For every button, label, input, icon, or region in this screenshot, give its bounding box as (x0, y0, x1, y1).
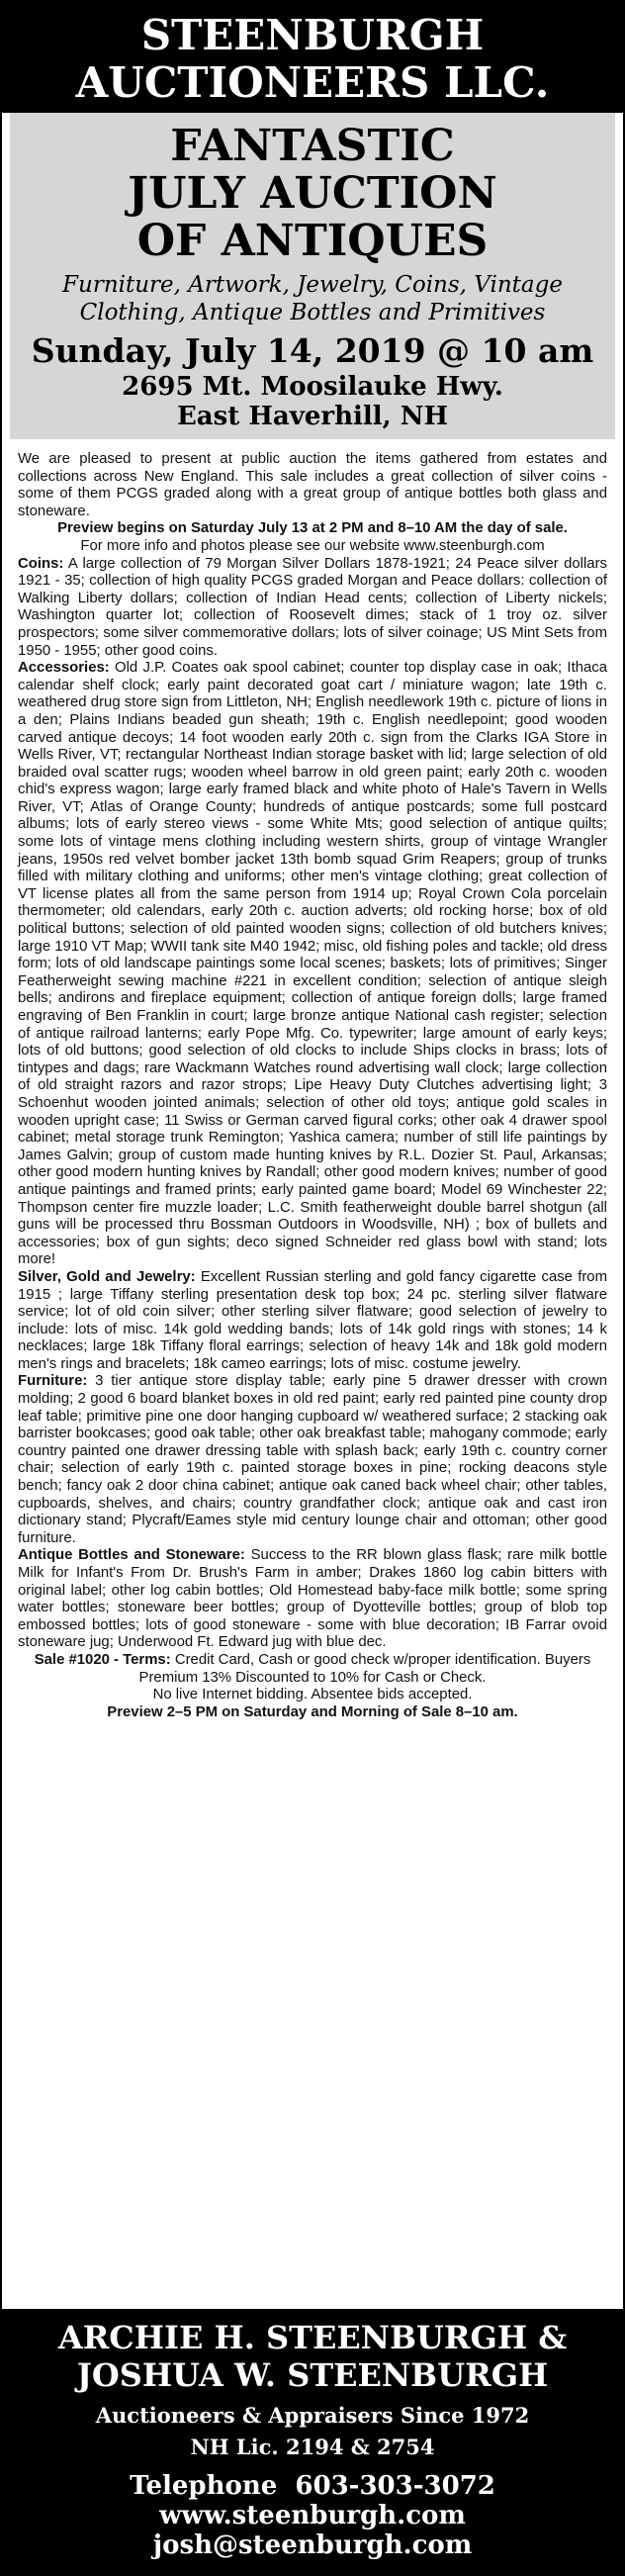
website-link[interactable]: www.steenburgh.com (159, 2501, 466, 2530)
accessories-section (18, 660, 607, 1269)
header-firm-name (2, 2, 623, 113)
footer-contact (2, 2309, 623, 2574)
coins-label: Coins: (18, 555, 64, 572)
email-link[interactable]: josh@steenburgh.com (152, 2530, 473, 2560)
accessories-label: Accessories: (18, 660, 110, 677)
silver-section (18, 1269, 607, 1374)
terms-text: Credit Card, Cash or good check w/proper identification. Buyers Premium 13% Discounted to 10% for Cash or Check. (138, 1651, 591, 1686)
accessories-text: Old J.P. Coates oak spool cabinet; counter top display case in oak; Ithaca calendar shelf clock; early paint decorated goat cart / miniature wagon; late 19th c. weathered drug store sign from Littleton, NH; English needlework 19th c. picture of lions in a den; Plains Indians beaded gun sheath; 19th c. English needlepoint; good wooden carved antique decoys; 14 foot wooden early 20th c. sign from the Clarks IGA Store in Wells River, VT; rectangular Northeast Indian storage basket with lid; large selection of old braided oval scatter rugs; wooden wheel barrow in old green paint; early 20th c. wooden chid's express wagon; large early framed black and white photo of Hale's Tavern in Wells River, VT; Atlas of Orange County; hundreds of antique postcards; some full postcard albums; lots of early stereo views - some White Mts; good selection of antique quilts; some lots of vintage mens clothing including western shirts, group of vintage Wrangler jeans, 1950s red velvet bomber jacket 13th bomb squad Grim Reapers; group of trunks filled with military clothing and uniforms; other men's vintage clothing; great collection of VT license plates all from the same person from 1914 up; Royal Crown Cola porcelain thermometer; old calendars, early 20th c. auction adverts; old rocking horse; box of old political buttons; selection of old painted wooden signs; collection of old butchers knives; large 1910 VT Map; WWII tank site M40 1942; misc, old fishing poles and tackle; old dress form; lots of old landscape paintings some local scenes; baskets; lots of primitives; Singer Featherweight sewing machine #221 in excellent condition; selection of antique sleigh bells; andirons and fireplace equipment; collection of antique foreign dolls; large framed engraving of Ben Franklin in court; large bronze antique National cash register; selection of antique railroad lanterns; early Pope Mfg. Co. typewriter; large amount of early keys; lots of old buttons; good selection of old clocks to include Ships clocks in brass; lots of tintypes and dags; rare Wackmann Watches round advertising wall clock; large collection of old straight razors and razor strops; Lipe Heavy Duty Clutches advertising light; 3 Schoenhut wooden jointed animals; selection of other old toys; antique gold scales in wooden upright case; 11 Swiss or German carved figural corks; other oak 4 drawer spool cabinet; metal storage trunk Remington; Yashica camera; number of still life paintings by James Galvin; group of custom made hunting knives by R.L. Dozier St. Paul, Arkansas; other good modern hunting knives by Randall; other good modern knives; number of good antique paintings and framed prints; early painted game board; Model 69 Winchester 22; Thompson center fire muzzle loader; L.C. Smith featherweight double barrel shotgun (all guns will be processed thru Bossman Outdoors in Woodsville, NH) ; box of bullets and accessories; box of gun sights; deco signed Schneider red glass bowl with stand; lots more! (18, 660, 607, 1268)
bottles-section (18, 1547, 607, 1652)
terms-label: Sale #1020 - Terms: (34, 1651, 171, 1668)
since-line: Auctioneers & Appraisers Since 1972 (95, 2403, 530, 2428)
license-line: NH Lic. 2194 & 2754 (190, 2435, 435, 2459)
intro-paragraph: We are pleased to present at public auction the items gathered from estates and collections across New England. This sale includes a great collection of silver coins - some of them PCGS graded along with a great group of antique bottles both glass and stoneware. (18, 451, 607, 519)
no-internet-notice: No live Internet bidding. Absentee bids accepted. (152, 1687, 473, 1703)
bottles-text: Success to the RR blown glass flask; rare milk bottle Milk for Infant's From Dr. Brush's Farm in amber; Drakes 1860 log cabin bitters with original label; other log cabin bottles; Old Homestead baby-face milk bottle; some spring water bottles; stoneware beer bottles; group of Dyotteville bottles; group of blob top embossed bottles; lots of good stoneware - some with blue decoration; IB Farrar ovoid stoneware jug; Underwood Ft. Edward jug with blue dec. (18, 1547, 607, 1651)
more-info: For more info and photos please see our website www.steenburgh.com (80, 537, 545, 554)
subtitle-line1: Furniture, Artwork, Jewelry, Coins, Vintage (62, 272, 563, 298)
headline-line3: OF ANTIQUES (136, 216, 489, 266)
preview-2-text: Preview 2–5 PM on Saturday and Morning of Sale 8–10 am. (107, 1703, 518, 1720)
auctioneer-names-line1: ARCHIE H. STEENBURGH & (57, 2319, 568, 2356)
auctioneer-names-line2: JOSHUA W. STEENBURGH (76, 2356, 549, 2394)
auction-date: Sunday, July 14, 2019 @ 10 am (31, 331, 594, 370)
preview-notice (18, 520, 607, 538)
coins-section (18, 556, 607, 661)
furniture-text: 3 tier antique store display table; early pine 5 drawer dresser with crown molding; 2 good 6 board blanket boxes in old red paint; early red painted pine county drop leaf table; primitive pine one door hanging cupboard w/ weathered surface; 2 stacking oak barrister bookcases; good oak table; other oak breakfast table; mahogany commode; early country painted one drawer dressing table with splash back; early 19th c. country corner chair; selection of early 19th c. painted storage boxes in pine; rocking deacons style bench; fancy oak 2 door china cabinet; antique oak caned back wheel chair; other tables, cupboards, shelves, and chairs; country grandfather clock; antique oak and cast iron dictionary stand; Plycraft/Eames style mid century lounge chair and ottoman; other good furniture. (18, 1373, 607, 1546)
preview-2 (18, 1704, 607, 1722)
bottles-label: Antique Bottles and Stoneware: (18, 1547, 245, 1564)
auction-banner (10, 113, 615, 439)
terms-section (18, 1652, 607, 1687)
auction-description (2, 439, 623, 1727)
furniture-label: Furniture: (18, 1373, 88, 1390)
phone-number: Telephone 603-303-3072 (130, 2471, 495, 2501)
headline-line1: FANTASTIC (170, 121, 455, 171)
address-line1: 2695 Mt. Moosilauke Hwy. (122, 372, 503, 402)
address-line2: East Haverhill, NH (176, 402, 449, 431)
headline-line2: JULY AUCTION (128, 168, 497, 219)
subtitle-line2: Clothing, Antique Bottles and Primitives (79, 300, 546, 325)
firm-name-line2: AUCTIONEERS LLC. (75, 58, 550, 107)
furniture-section (18, 1373, 607, 1547)
coins-text: A large collection of 79 Morgan Silver Dollars 1878-1921; 24 Peace silver dollars 1921 - 35; collection of high quality PCGS graded Morgan and Peace dollars: collection of Walking Liberty dollars; collection of Indian Head cents; collection of Liberty nickels; Washington quarter lot; collection of Roosevelt dimes; stack of 1 troy oz. silver prospectors; some silver commemorative dollars; lots of silver coinage; US Mint Sets from 1950 - 1955; other good coins. (18, 555, 607, 659)
preview-text: Preview begins on Saturday July 13 at 2 PM and 8–10 AM the day of sale. (57, 520, 568, 537)
silver-label: Silver, Gold and Jewelry: (18, 1268, 196, 1285)
silver-text: Excellent Russian sterling and gold fancy cigarette case from 1915 ; large Tiffany sterling presentation desk top box; 24 pc. sterling silver flatware service; lot of old coin silver; other sterling silver flatware; good selection of jewelry to include: lots of misc. 14k gold wedding bands; lots of 14k gold rings with stones; 14 k necklaces; large 18k Tiffany floral earrings; selection of heavy 14k and 18k gold modern men's rings and bracelets; 18k cameo earrings; lots of misc. costume jewelry. (18, 1268, 607, 1372)
firm-name-line1: STEENBURGH (140, 11, 485, 59)
